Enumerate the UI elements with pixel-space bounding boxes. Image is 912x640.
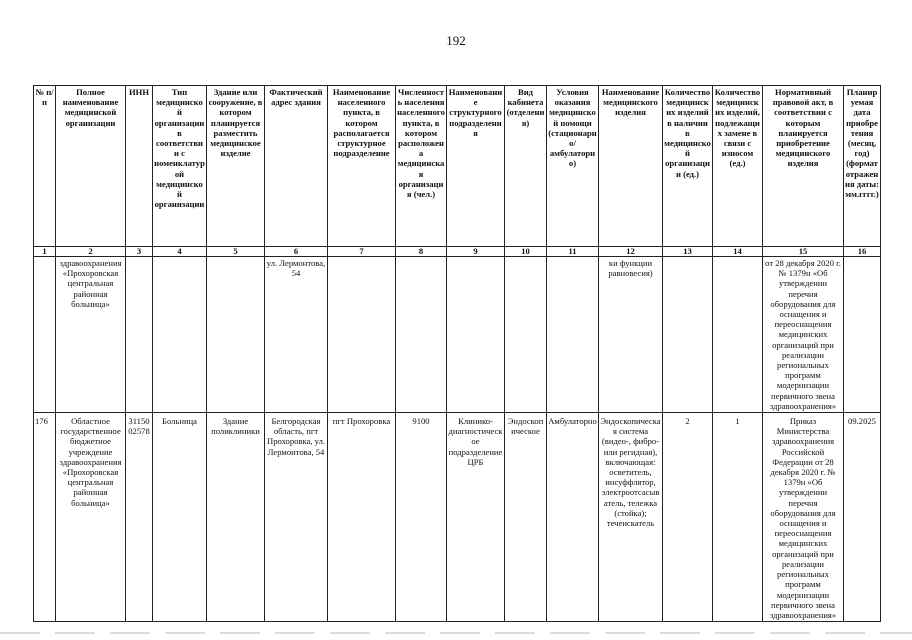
table-cell	[447, 257, 505, 413]
header-cell-org-name: Полное наименование медицинской организации	[56, 86, 126, 247]
table-cell-org-type: Больница	[153, 413, 207, 622]
table-cell-planned-date: 09.2025	[844, 413, 881, 622]
column-number: 8	[396, 247, 447, 257]
table-cell-subdivision: Клинико-диагностическое подразделение ЦРБ	[447, 413, 505, 622]
table-cell	[663, 257, 713, 413]
table-cell-legal-act: Приказ Министерства здравоохранения Российской Федерации от 28 декабря 2020 г. № 1379н «Об утверждении перечня оборудования для оснащения и переоснащения медицинских организаций при реализации региональных программ модернизации первичного звена здравоохранения»	[763, 413, 844, 622]
header-cell-legal-act: Нормативный правовой акт, в соответствии с которым планируется приобретение медицинского изделия	[763, 86, 844, 247]
column-number-row	[34, 247, 881, 257]
table-cell-org-name: здравоохранения «Прохоровская центральная районная больница»	[56, 257, 126, 413]
column-number: 7	[328, 247, 396, 257]
table-cell	[505, 257, 547, 413]
scan-artifact	[0, 632, 912, 634]
table-cell	[713, 257, 763, 413]
table-cell	[328, 257, 396, 413]
table-cell-address: Белгородская область, пгт Прохоровка, ул. Лермонтова, 54	[265, 413, 328, 622]
column-number: 3	[126, 247, 153, 257]
column-number: 5	[207, 247, 265, 257]
table-row-176	[34, 413, 881, 622]
column-number: 15	[763, 247, 844, 257]
table-cell-cabinet: Эндоскопическое	[505, 413, 547, 622]
header-cell-inn: ИНН	[126, 86, 153, 247]
table-cell	[207, 257, 265, 413]
column-number: 6	[265, 247, 328, 257]
column-number: 2	[56, 247, 126, 257]
table-cell-address: ул. Лермонтова, 54	[265, 257, 328, 413]
column-number: 10	[505, 247, 547, 257]
header-cell-count-available: Количество медицинских изделий в наличии в медицинской организации (ед.)	[663, 86, 713, 247]
equipment-table	[33, 85, 881, 622]
column-number: 11	[547, 247, 599, 257]
table-cell-device: ки функции равновесия)	[599, 257, 663, 413]
table-cell	[34, 257, 56, 413]
header-cell-planned-date: Планируемая дата приобретения (месяц, год) (формат отражения даты: мм.гггг.)	[844, 86, 881, 247]
header-cell-settlement: Наименование населенного пункта, в котором располагается структурное подразделение	[328, 86, 396, 247]
page-number: 192	[446, 33, 466, 48]
column-number: 16	[844, 247, 881, 257]
table-cell	[547, 257, 599, 413]
header-cell-subdivision: Наименование структурного подразделения	[447, 86, 505, 247]
table-row-continuation	[34, 257, 881, 413]
header-row	[34, 86, 881, 247]
table-cell-org-name: Областное государственное бюджетное учреждение здравоохранения «Прохоровская центральная районная больница»	[56, 413, 126, 622]
table-cell	[126, 257, 153, 413]
column-number: 1	[34, 247, 56, 257]
header-cell-population: Численность населения населенного пункта, в котором расположена медицинская организация (чел.)	[396, 86, 447, 247]
table-cell	[844, 257, 881, 413]
header-cell-address: Фактический адрес здания	[265, 86, 328, 247]
table-cell-building: Здание поликлиники	[207, 413, 265, 622]
column-number: 9	[447, 247, 505, 257]
table-cell-settlement: пгт Прохоровка	[328, 413, 396, 622]
table-cell-number: 176	[34, 413, 56, 622]
header-cell-org-type: Тип медицинской организации в соответствии с номенклатурой медицинской организации	[153, 86, 207, 247]
table-cell	[153, 257, 207, 413]
header-cell-cabinet: Вид кабинета (отделения)	[505, 86, 547, 247]
table-cell-device: Эндоскопическая система (видео-, фибро- или регидная), включающая: осветитель, инсуффлятор, электроотсасыватель, тележка (стойка); течеискатель	[599, 413, 663, 622]
table-cell-count-replace: 1	[713, 413, 763, 622]
table-cell-population: 9100	[396, 413, 447, 622]
table-cell-inn: 3115002578	[126, 413, 153, 622]
table-cell	[396, 257, 447, 413]
table-cell-legal-act: от 28 декабря 2020 г. № 1379н «Об утверждении перечня оборудования для оснащения и переоснащения медицинских организаций при реализации региональных программ модернизации первичного звена здравоохранения»	[763, 257, 844, 413]
table-cell-count-available: 2	[663, 413, 713, 622]
header-cell-building: Здание или сооружение, в котором планируется разместить медицинское изделие	[207, 86, 265, 247]
header-cell-number: № п/п	[34, 86, 56, 247]
column-number: 13	[663, 247, 713, 257]
column-number: 14	[713, 247, 763, 257]
header-cell-conditions: Условия оказания медицинской помощи (стационарно/амбулаторно)	[547, 86, 599, 247]
header-cell-device: Наименование медицинского изделия	[599, 86, 663, 247]
header-cell-count-replace: Количество медицинских изделий, подлежащих замене в связи с износом (ед.)	[713, 86, 763, 247]
column-number: 4	[153, 247, 207, 257]
table-cell-conditions: Амбулаторно	[547, 413, 599, 622]
column-number: 12	[599, 247, 663, 257]
